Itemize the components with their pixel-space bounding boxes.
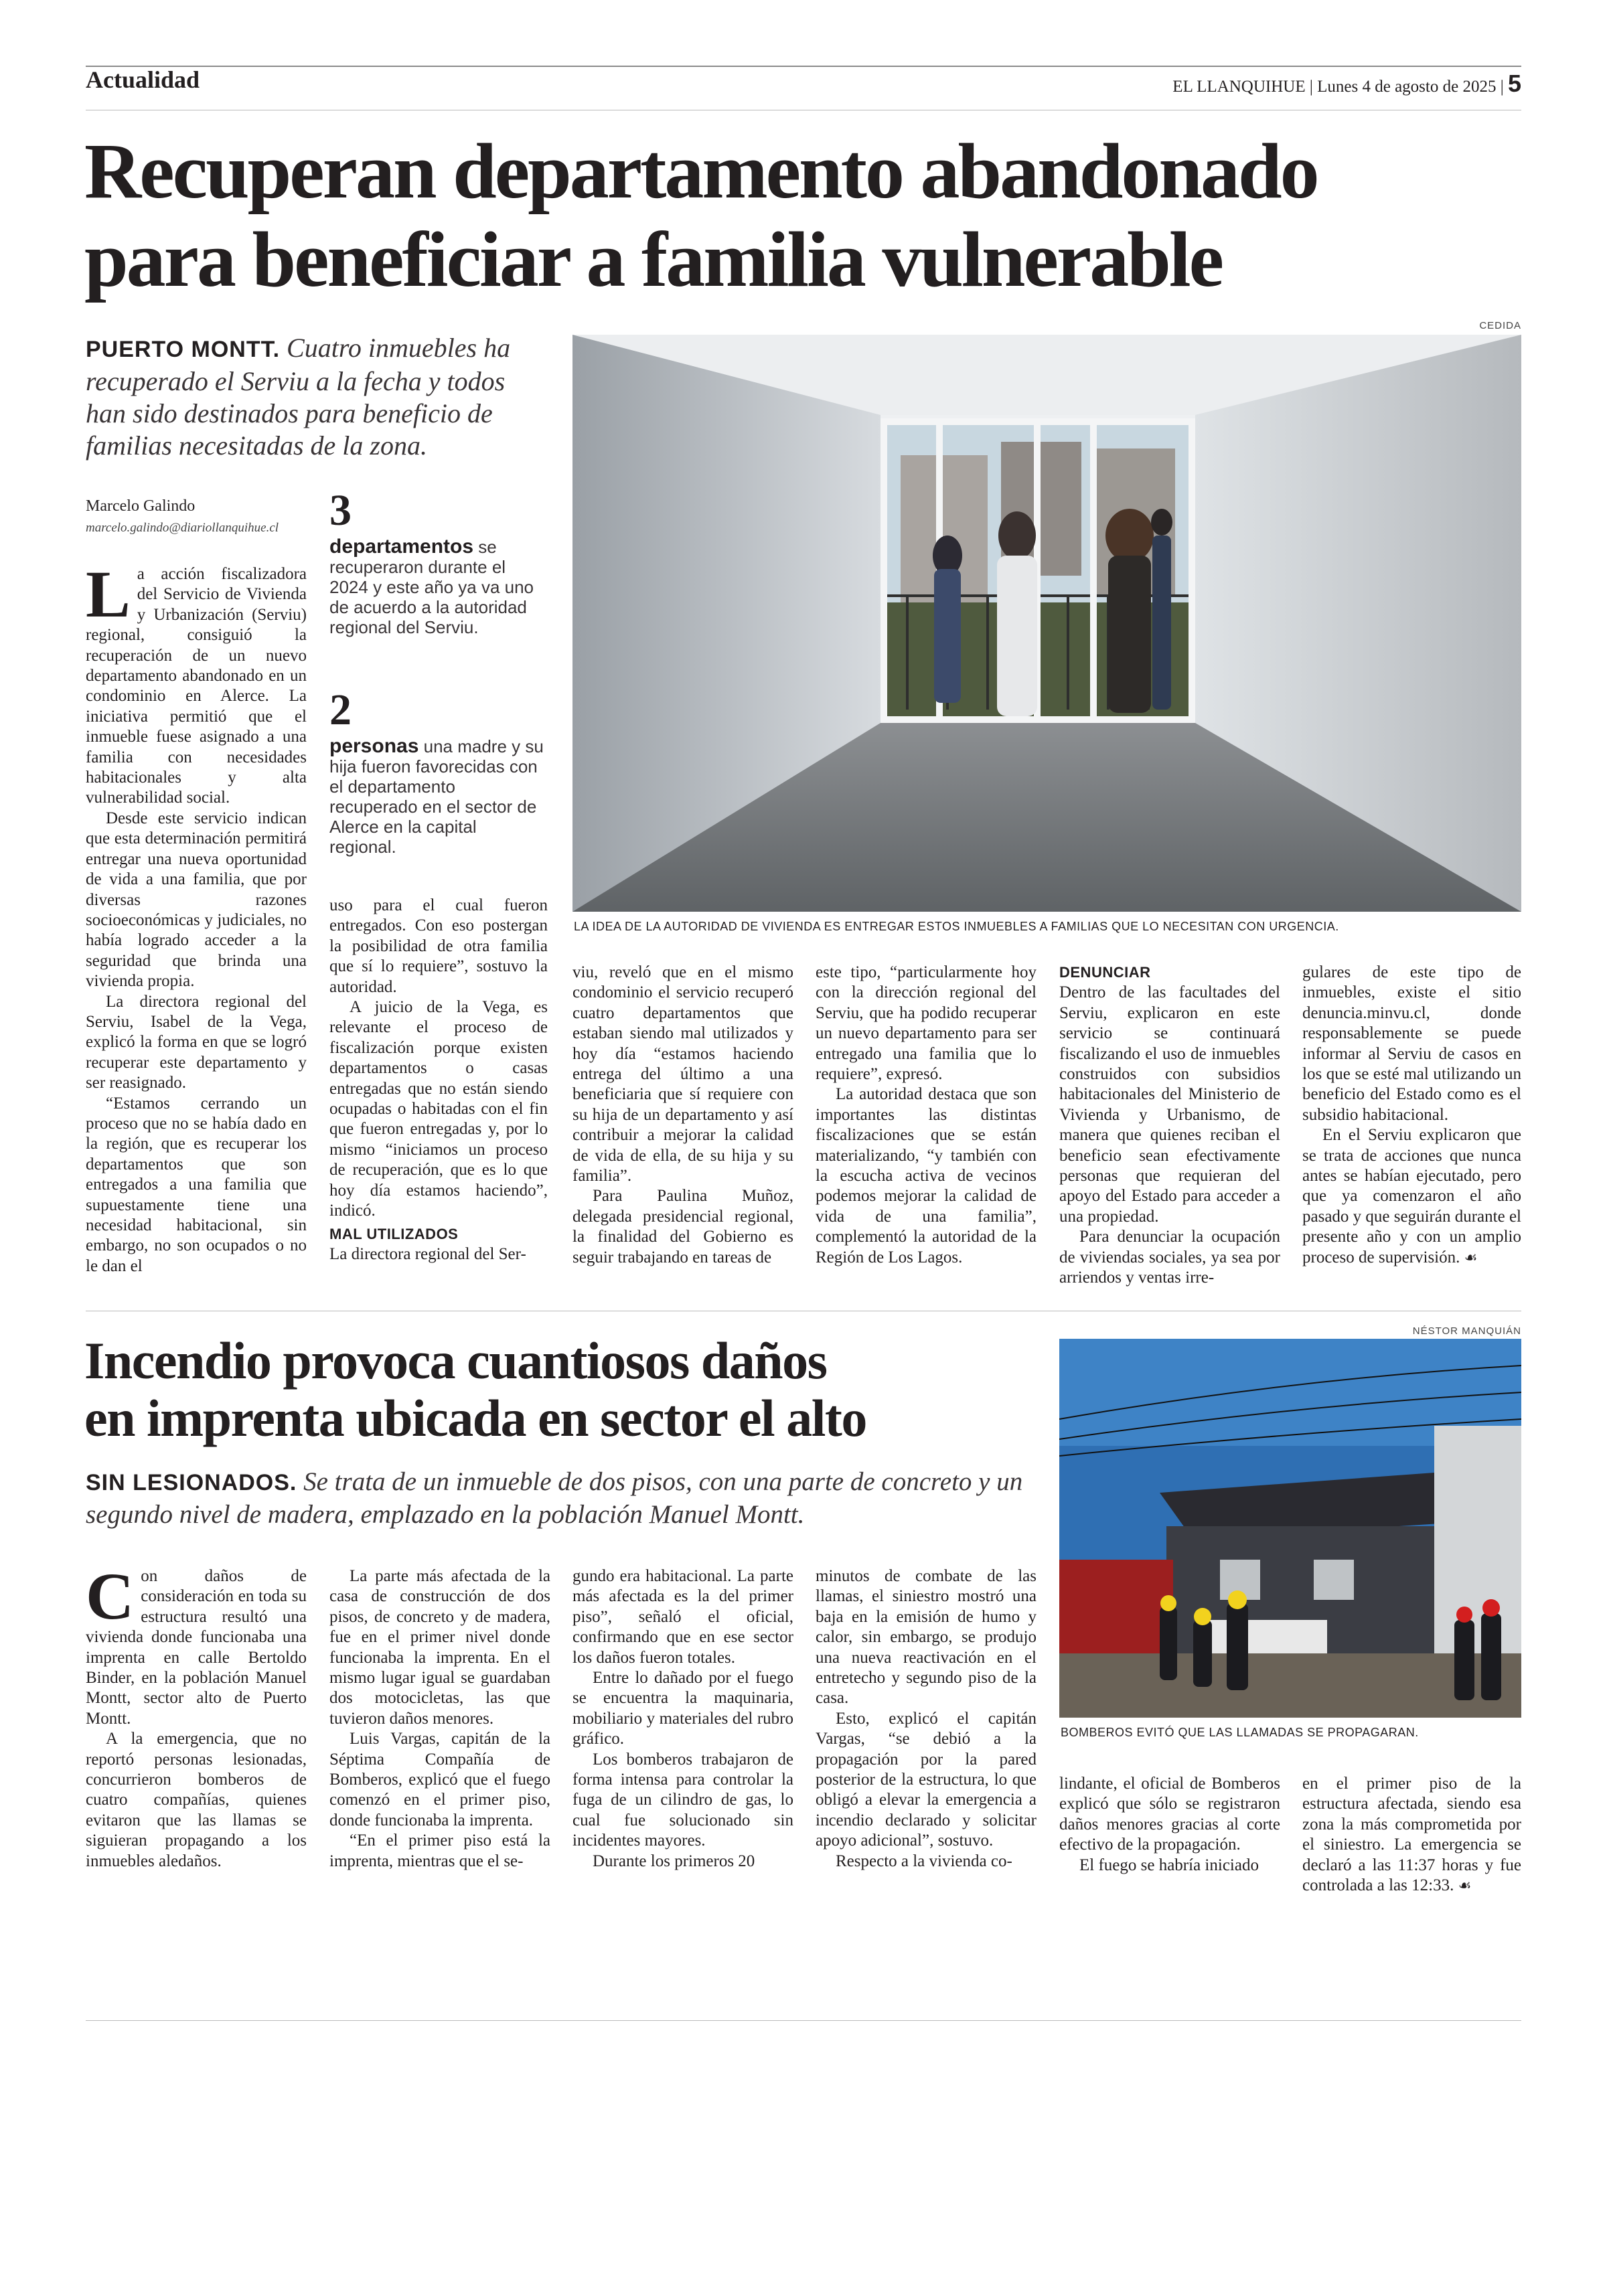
paragraph: gulares de este tipo de inmuebles, existe el sitio denuncia.minvu.cl, donde responsablemente se puede informar al Serviu de casos en los que se esté mal utilizando un beneficio del Estado como es el subsidio habitacional. bbox=[1302, 963, 1521, 1124]
paragraph: uso para el cual fueron entregados. Con eso postergan la posibilidad de otra familia que sí lo requiere”, sostuvo la autoridad. bbox=[329, 896, 548, 996]
section-label: Actualidad bbox=[86, 66, 200, 93]
paragraph: Entre lo dañado por el fuego se encuentra la maquinaria, mobiliario y materiales del rubro gráfico. bbox=[572, 1669, 793, 1748]
story2-headline bbox=[84, 1332, 1035, 1447]
stat2-text: una madre y su hija fueron favorecidas con el departamento recuperado en el sector de Alerce en la capital regional. bbox=[329, 736, 544, 857]
paragraph: lindante, el oficial de Bomberos explicó que sólo se registraron daños menores gracias al corte efectivo de la propagación. bbox=[1059, 1775, 1280, 1854]
paragraph: La directora regional del Ser- bbox=[329, 1244, 526, 1263]
story1-column-1 bbox=[86, 557, 307, 1277]
paragraph: este tipo, “particularmente hoy con la dirección regional del Serviu, que ha podido recuperar un nuevo departamento para ser entregado una familia que lo requiere”, expresó. bbox=[816, 963, 1037, 1084]
paragraph: viu, reveló que en el mismo condominio el servicio recuperó cuatro departamentos que estaban siendo mal utilizados y hoy día “estamos haciendo entrega del último a una beneficiaria que sí requiere con su hija de un departamento y así contribuir a mejorar la calidad de vida de ella, de su hija y su familia”. bbox=[572, 963, 793, 1185]
paragraph: La autoridad destaca que son importantes las distintas fiscalizaciones que se están materializando, “y también con la escucha activa de vecinos podemos mejorar la calidad de vida de una familia”, complementó la autoridad de la Región de Los Lagos. bbox=[816, 1085, 1037, 1266]
apartment-photo bbox=[572, 335, 1521, 912]
paragraph: El fuego se habría iniciado bbox=[1079, 1856, 1259, 1874]
stat-personas bbox=[329, 685, 544, 857]
story1-column-2 bbox=[329, 896, 548, 1264]
story2-column-1 bbox=[86, 1559, 307, 1872]
story2-column-3 bbox=[572, 1566, 793, 1872]
photo-credit: CEDIDA bbox=[1479, 320, 1521, 331]
fire-photo-credit: NÉSTOR MANQUIÁN bbox=[1412, 1325, 1521, 1337]
dropcap: C bbox=[86, 1559, 135, 1633]
end-mark-icon: ☙ bbox=[1458, 1878, 1472, 1895]
paragraph: minutos de combate de las llamas, el siniestro mostró una baja en la emisión de humo y calor, sin embargo, se produjo una nueva reactivación en el entretecho y segundo piso de la casa. bbox=[816, 1567, 1037, 1708]
paragraph: en el primer piso de la estructura afectada, siendo esa zona la más comprometida por el siniestro. La emergencia se declaró a las 11:37 horas y fue controlada a las 12:33. bbox=[1302, 1775, 1521, 1895]
paragraph: gundo era habitacional. La parte más afectada es la del primer piso”, señaló el oficial, confirmando que en ese sector los daños fueron totales. bbox=[572, 1567, 793, 1667]
subhead: MAL UTILIZADOS bbox=[329, 1225, 459, 1242]
headline-line-2: para beneficiar a familia vulnerable bbox=[84, 216, 1222, 303]
story2-column-5 bbox=[1059, 1774, 1280, 1876]
story1-column-4 bbox=[816, 963, 1037, 1268]
story1-headline bbox=[84, 127, 1531, 304]
story2-lead bbox=[86, 1466, 1037, 1531]
page-number: 5 bbox=[1507, 70, 1521, 97]
paragraph: A la emergencia, que no reportó personas lesionadas, concurrieron bomberos de cuatro compañías, quienes evitaron que las llamas se siguieran propagando a los inmuebles aledaños. bbox=[86, 1730, 307, 1870]
author-email: marcelo.galindo@diariollanquihue.cl bbox=[86, 521, 279, 535]
apartment-photo-caption: LA IDEA DE LA AUTORIDAD DE VIVIENDA ES ENTREGAR ESTOS INMUEBLES A FAMILIAS QUE LO NECESITAN CON URGENCIA. bbox=[574, 920, 1339, 933]
lead-kicker: SIN LESIONADOS. bbox=[86, 1470, 297, 1495]
story1-column-6 bbox=[1302, 963, 1521, 1268]
end-mark-icon: ☙ bbox=[1464, 1249, 1478, 1266]
lead-text: Cuatro inmuebles ha recuperado el Serviu a la fecha y todos han sido destinados para beneficio de familias necesitadas de la zona. bbox=[86, 333, 511, 461]
story1-column-3 bbox=[572, 963, 793, 1268]
page-header-info: EL LLANQUIHUE | Lunes 4 de agosto de 2025 | 5 bbox=[1172, 70, 1521, 97]
story2-column-2 bbox=[329, 1566, 550, 1872]
paragraph: Durante los primeros 20 bbox=[593, 1852, 755, 1870]
publication-name: EL LLANQUIHUE bbox=[1172, 78, 1306, 96]
stat2-number: 2 bbox=[329, 685, 352, 734]
lead-kicker: PUERTO MONTT. bbox=[86, 337, 281, 362]
fire-photo bbox=[1059, 1339, 1521, 1718]
headline-line-1: Recuperan departamento abandonado bbox=[84, 127, 1318, 215]
paragraph: Para denunciar la ocupación de viviendas sociales, ya sea por arriendos y ventas irre- bbox=[1059, 1228, 1280, 1287]
paragraph: Desde este servicio indican que esta determinación permitirá entregar una nueva oportunidad de vida a una familia, que por diversas razones socioeconómicas y judiciales, no había logrado acceder a la seguridad que brinda una vivienda propia. bbox=[86, 809, 307, 991]
dropcap: L bbox=[86, 557, 131, 631]
paragraph: La directora regional del Serviu, Isabel de la Vega, explicó la forma en que se logró recuperar este departamento y ser reasignado. bbox=[86, 992, 307, 1092]
stat2-label: personas bbox=[329, 735, 419, 757]
stat1-label: departamentos bbox=[329, 536, 474, 558]
paragraph: on daños de consideración en toda su estructura resultó una vivienda donde funcionaba una imprenta en calle Bertoldo Binder, en la población Manuel Montt, sector alto de Puerto Montt. bbox=[86, 1567, 307, 1728]
paragraph: a acción fiscalizadora del Servicio de Vivienda y Urbanización (Serviu) regional, consiguió la recuperación de un nuevo departamento abandonado en un condominio en Alerce. La iniciativa permitió que el inmueble fuese asignado a una familia con necesidades habitacionales y alta vulnerabilidad social. bbox=[86, 565, 307, 807]
paragraph: Respecto a la vivienda co- bbox=[836, 1852, 1012, 1870]
paragraph: Luis Vargas, capitán de la Séptima Compañía de Bomberos, explicó que el fuego comenzó en el primer piso, donde funcionaba la imprenta. bbox=[329, 1730, 550, 1829]
paragraph: Esto, explicó el capitán Vargas, “se debió a la propagación por la pared posterior de la estructura, lo que obligó a elevar la emergencia a incendio declarado y solicitar apoyo adicional”, sostuvo. bbox=[816, 1709, 1037, 1850]
story2-column-4 bbox=[816, 1566, 1037, 1872]
headline-line-1: Incendio provoca cuantiosos daños bbox=[84, 1331, 827, 1390]
stat1-text: se recuperaron durante el 2024 y este año ya va uno de acuerdo a la autoridad regional del Serviu. bbox=[329, 537, 534, 637]
paragraph: Para Paulina Muñoz, delegada presidencial regional, la finalidad del Gobierno es seguir trabajando en tareas de bbox=[572, 1187, 793, 1266]
story1-lead bbox=[86, 332, 541, 462]
issue-date: Lunes 4 de agosto de 2025 bbox=[1317, 78, 1497, 96]
paragraph: Dentro de las facultades del Serviu, explicaron en este servicio se continuará fiscalizando el uso de inmuebles construidos con subsidios habitacionales del Ministerio de Vivienda y Urbanismo, de manera que quienes reciban el beneficio sean efectivamente personas que requieran del apoyo del Estado para acceder a una propiedad. bbox=[1059, 983, 1280, 1226]
story1-column-5 bbox=[1059, 963, 1280, 1289]
fire-photo-caption: BOMBEROS EVITÓ QUE LAS LLAMADAS SE PROPAGARAN. bbox=[1061, 1726, 1419, 1739]
byline: Marcelo Galindo bbox=[86, 497, 196, 515]
story2-column-6 bbox=[1302, 1774, 1521, 1896]
stat-departamentos bbox=[329, 486, 544, 637]
paragraph: En el Serviu explicaron que se trata de acciones que nunca antes se habían ejecutado, pero que ya comenzaron el año pasado y que seguirán durante el presente año y con un amplio proceso de supervisión. bbox=[1302, 1126, 1521, 1266]
lead-text: Se trata de un inmueble de dos pisos, con una parte de concreto y un segundo nivel de madera, emplazado en la población Manuel Montt. bbox=[86, 1467, 1023, 1529]
stat1-number: 3 bbox=[329, 486, 352, 535]
headline-line-2: en imprenta ubicada en sector el alto bbox=[84, 1389, 866, 1447]
subhead: DENUNCIAR bbox=[1059, 964, 1151, 981]
paragraph: “En el primer piso está la imprenta, mientras que el se- bbox=[329, 1831, 550, 1870]
paragraph: “Estamos cerrando un proceso que no se había dado en la región, que es recuperar los departamentos que son entregados a una familia que supuestamente tiene una necesidad habitacional, sin embargo, no son ocupados o no le dan el bbox=[86, 1094, 307, 1275]
paragraph: A juicio de la Vega, es relevante el proceso de fiscalización porque existen departamentos o casas entregadas que no están siendo ocupadas o habitadas con el fin que fueron entregadas y, por lo mismo “iniciamos un proceso de recuperación, que es lo que hoy día estamos haciendo”, indicó. bbox=[329, 998, 548, 1220]
paragraph: Los bomberos trabajaron de forma intensa para controlar la fuga de un cilindro de gas, lo cual fue solucionado sin incidentes mayores. bbox=[572, 1750, 793, 1850]
paragraph: La parte más afectada de la casa de construcción de dos pisos, de concreto y de madera, fue en el primer nivel donde funcionaba la imprenta. En el mismo lugar igual se guardaban dos motocicletas, las que tuvieron daños menores. bbox=[329, 1567, 550, 1728]
